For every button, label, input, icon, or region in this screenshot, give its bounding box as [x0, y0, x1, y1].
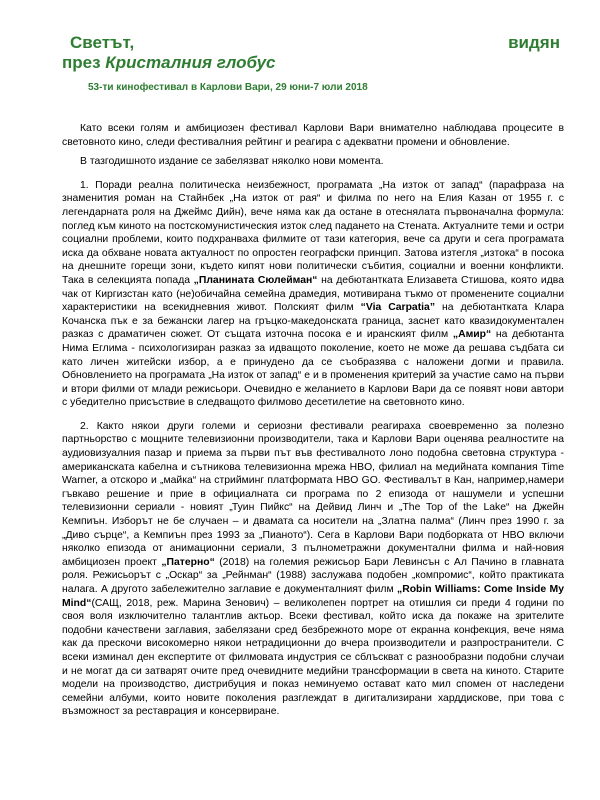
title-prefix: през [62, 53, 106, 72]
film-title-robin-williams: „Robin Williams: Come Inside My Mind“ [62, 584, 564, 609]
point-1-number: 1. [80, 179, 89, 191]
article-subtitle: 53-ти кинофестивал в Карлови Вари, 29 юни-7 юли 2018 [88, 82, 368, 93]
title-word-1: Светът, [70, 33, 135, 52]
article-title-line1 [62, 33, 560, 55]
point-2-text-a: Както някои други големи и сериозни фестивали реагираха своевременно за полезно партньорство с мощните телевизионни производители, така и Карлови Вари оценява реалностите на аудиовизуалния пазар и приема за първи път във фестивалното лоно подобна световна структура - американската кабелна и сътникова телевизионна мрежа HBO, филиал на медийната компания Time Warner, а отскоро и „майка“ на стрийминг платформата HBO GO. Фестивалът в Кан, например,намери гъвкаво решение и прие в официалната си програма по 2 епизода от нашумели и успешни телевизионни сериали - новият „Туин Пийкс“ на Дейвид Линч и „The Top of the Lake“ на Джейн Кемпиън. Изборът не бе случаен – и двамата са носители на „Златна палма“ (Линч през 1990 г. за „Диво сърце“, а Кемпиън през 1993 за „Пианото“). Сега в Карлови Вари подборката от HBO включи няколко епизода от анимационни сериали, 3 пълнометражни документални филма и най-новия амбициозен проект [62, 420, 564, 568]
intro-paragraph: Като всеки голям и амбициозен фестивал Карлови Вари внимателно наблюдава процесите в световното кино, следи фестивалния рейтинг и реагира с адекватни промени и обновление. [62, 123, 564, 148]
film-title-paterno: „Патерно“ [161, 556, 215, 568]
point-2-number: 2. [80, 420, 89, 432]
point-1-text-c: на дебютантката Клара Кочанска пък е за бежански лагер на гръцко-македонската граница, заснет като квазидокументален разказ с драматичен сюжет. От същата източна посока е и иранският филм [62, 302, 564, 341]
article-title-line2 [62, 53, 276, 73]
point-2-paragraph [62, 420, 564, 719]
point-2-text-b: (2018) на големия режисьор Бари Левинсън с Ал Пачино в главната роля. Режисьорът с „Оскар“ за „Рейнман“ (1988) заслужава подобен „компромис“, който практиката налага. А другото забележително заглавие е документалният филм [62, 556, 564, 595]
title-word-2: видян [508, 33, 560, 52]
lead-paragraph: В тазгодишното издание се забелязват няколко нови момента. [80, 156, 384, 168]
film-title-via-carpatia: “Via Carpatia” [360, 302, 436, 314]
film-title-suleiman: „Планината Сюлейман“ [193, 274, 318, 286]
film-title-amir: „Амир“ [452, 329, 492, 341]
point-1-text-b: на дебютантката Елизавета Стишова, която идва чак от Киргизстан като (не)обичайна семейна драмедия, мотивирана тъкмо от променените социални характеристики на всекидневния живот. Полският филм [62, 274, 564, 314]
point-1-text-d: на дебютанта Нима Еглима - психологизиран разказ за идващото поколение, което не може да решава съдбата си като личен житейски избор, а е принудено да се съобразява с наложени догми и правила. Обновлението на програмата „На изток от запад“ е и в променения критерий за участие само на първи и втори филми от млади режисьори. Очевидно е желанието в Карлови Вари да се появят нови автори с убедително присъствие в следващото филмово десетилетие на световното кино. [62, 329, 564, 409]
point-2-text-c: (САЩ, 2018, реж. Марина Зенович) – великолепен портрет на отишлия си преди 4 години по своя воля изключително талантлив актьор. Всеки фестивал, който иска да покаже на зрителите подобни качествени заглавия, забелязани сред безбрежното море от екранна конфекция, вече няма как да прескочи високомерно някои нетрадиционни до вчера производители и разпространители. С всеки изминал ден експертите от филмовата индустрия се сблъскват с разнообразни подобни случаи и не могат да си затварят очите пред очевидните медийни трансформации в света на киното. Старите модели на производство, дистрибуция и показ неминуемо остават като мил спомен от наследени семейни албуми, които новите поколения разглеждат в дигитализирани харддискове, при това с възможност за реставрация и консервиране. [62, 597, 564, 718]
point-1-text-a: Поради реална политическа неизбежност, програмата „На изток от запад“ (парафраза на знаменития роман на Стайнбек „На изток от рая“ и филма по него на Елия Казан от 1955 г. с легендарната роля на Джеймс Дийн), вече няма как да остане в отеснялата първоначална формула: поглед към киното на постскомунистическия изток след падането на Стената. Актуалните теми и остри социални проблеми, които подхранваха филмите от тази категория, вече са други и сега програмата иска да обхване новата актуалност по опростен географски принцип. Затова изтегля „изтока“ в посока на днешните горещи зони, където кипят нови политически събития, социални и военни конфликти. Така в селекцията попада [62, 179, 564, 286]
article-body [62, 122, 564, 725]
title-italic: Кристалния глобус [105, 53, 276, 72]
point-1-paragraph [62, 179, 564, 410]
